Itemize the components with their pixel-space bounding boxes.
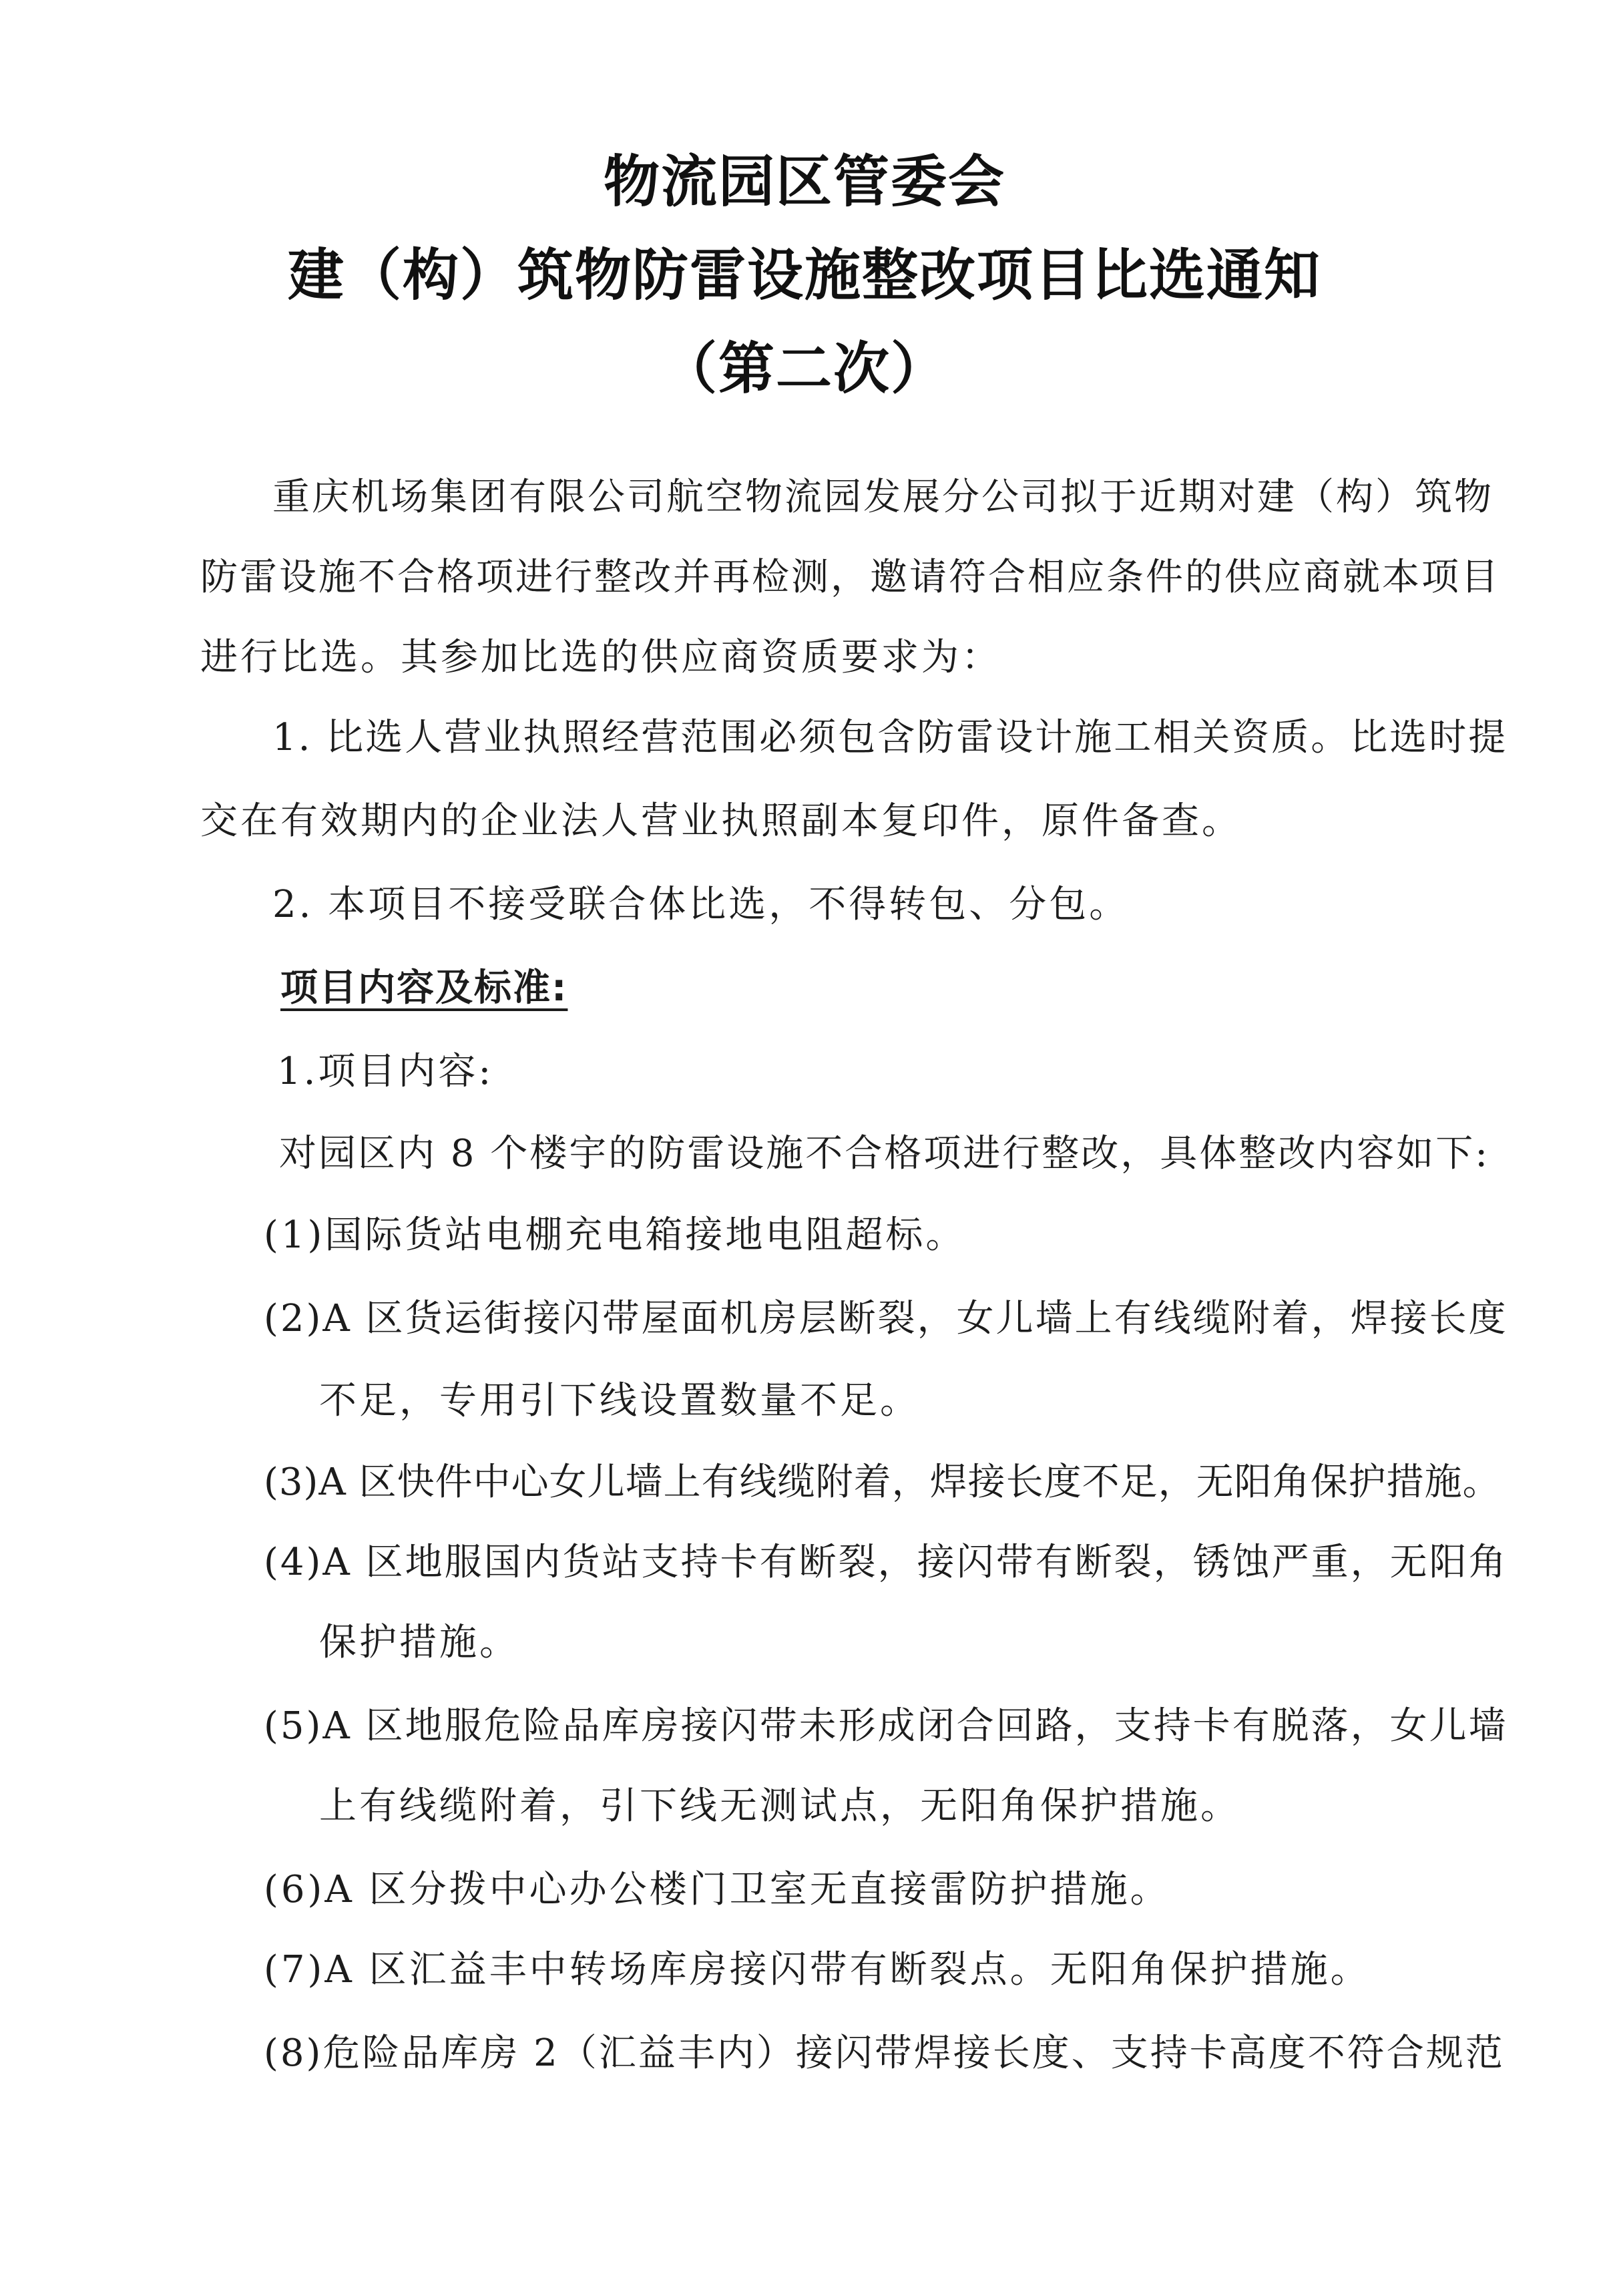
subsection-heading: 1.项目内容: bbox=[277, 1050, 494, 1093]
list-item: (1)国际货站电棚充电箱接地电阻超标。 bbox=[264, 1213, 966, 1257]
list-item: (2)A 区货运街接闪带屋面机房层断裂，女儿墙上有线缆附着，焊接长度 bbox=[264, 1297, 1508, 1340]
list-item-continuation: 上有线缆附着，引下线无测试点，无阳角保护措施。 bbox=[319, 1784, 1240, 1828]
intro-line-3: 进行比选。其参加比选的供应商资质要求为： bbox=[200, 636, 1001, 679]
list-item-continuation: 不足，专用引下线设置数量不足。 bbox=[319, 1379, 920, 1422]
title-line-round: （第二次） bbox=[660, 336, 948, 401]
project-intro: 对园区内 8 个楼宇的防雷设施不合格项进行整改，具体整改内容如下: bbox=[279, 1132, 1490, 1175]
intro-line-2: 防雷设施不合格项进行整改并再检测，邀请符合相应条件的供应商就本项目 bbox=[200, 556, 1500, 599]
requirement-1-line-2: 交在有效期内的企业法人营业执照副本复印件，原件备查。 bbox=[200, 799, 1242, 843]
list-item: (8)危险品库房 2（汇益丰内）接闪带焊接长度、支持卡高度不符合规范 bbox=[264, 2032, 1505, 2075]
requirement-2: 2. 本项目不接受联合体比选，不得转包、分包。 bbox=[272, 883, 1130, 926]
list-item: (6)A 区分拨中心办公楼门卫室无直接雷防护措施。 bbox=[264, 1868, 1170, 1911]
requirement-1-line-1: 1. 比选人营业执照经营范围必须包含防雷设计施工相关资质。比选时提 bbox=[272, 716, 1508, 759]
list-item: (5)A 区地服危险品库房接闪带未形成闭合回路，支持卡有脱落，女儿墙 bbox=[264, 1704, 1508, 1748]
title-line-organization: 物流园区管委会 bbox=[603, 149, 1005, 214]
section-heading: 项目内容及标准: bbox=[280, 966, 568, 1010]
list-item: (3)A 区快件中心女儿墙上有线缆附着，焊接长度不足，无阳角保护措施。 bbox=[264, 1461, 1501, 1504]
intro-line-1: 重庆机场集团有限公司航空物流园发展分公司拟于近期对建（构）筑物 bbox=[272, 475, 1493, 519]
list-item-continuation: 保护措施。 bbox=[319, 1621, 519, 1664]
title-line-project: 建（构）筑物防雷设施整改项目比选通知 bbox=[287, 242, 1321, 308]
list-item: (4)A 区地服国内货站支持卡有断裂，接闪带有断裂，锈蚀严重，无阳角 bbox=[264, 1541, 1508, 1584]
list-item: (7)A 区汇益丰中转场库房接闪带有断裂点。无阳角保护措施。 bbox=[264, 1948, 1371, 1991]
